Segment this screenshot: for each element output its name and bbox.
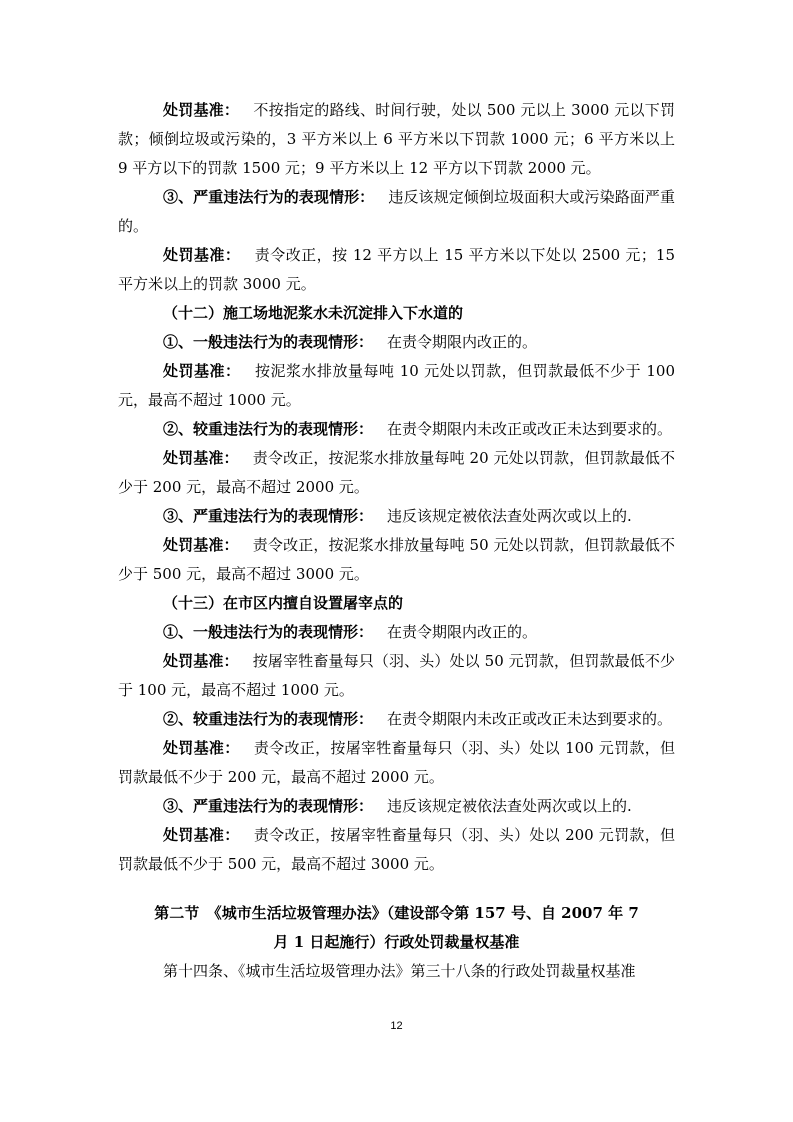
- paragraph-text: 不按指定的路线、时间行驶，处以 500 元以上 3000 元以下罚款；倾倒垃圾或污染的，3 平方米以上 6 平方米以下罚款 1000 元；6 平方米以上 9 平方以下的罚款 1500 元；9 平方米以上 12 平方以下罚款 2000 元。: [118, 101, 675, 177]
- paragraph: [118, 328, 675, 357]
- paragraph-label: ③、严重违法行为的表现情形：: [163, 188, 375, 206]
- paragraph-text: 在责令期限内未改正或改正未达到要求的。: [387, 420, 673, 438]
- paragraph: [118, 734, 675, 792]
- section-title-line2: 月 1 日起施行）行政处罚裁量权基准: [273, 933, 520, 951]
- paragraph-label: 处罚基准：: [163, 362, 241, 380]
- page-number: 12: [390, 1020, 403, 1032]
- paragraph: [118, 531, 675, 589]
- subsection-heading: （十二）施工场地泥浆水未沉淀排入下水道的: [163, 304, 464, 322]
- paragraph-label: ③、严重违法行为的表现情形：: [163, 507, 374, 525]
- paragraph-text: 在责令期限内未改正或改正未达到要求的。: [387, 710, 673, 728]
- page-content: [118, 96, 675, 986]
- paragraph-text: 按屠宰牲畜量每只（羽、头）处以 50 元罚款，但罚款最低不少于 100 元，最高不超过 1000 元。: [118, 652, 675, 699]
- closing-paragraph: 第十四条、《城市生活垃圾管理办法》第三十八条的行政处罚裁量权基准: [163, 962, 636, 980]
- paragraph-label: ①、一般违法行为的表现情形：: [163, 623, 374, 641]
- paragraph-text: 违反该规定被依法查处两次或以上的.: [387, 797, 632, 815]
- paragraph-label: 处罚基准：: [163, 449, 239, 467]
- paragraph: [118, 618, 675, 647]
- paragraph-label: 处罚基准：: [163, 101, 240, 119]
- paragraph-text: 按泥浆水排放量每吨 10 元处以罚款，但罚款最低不少于 100 元，最高不超过 1000 元。: [118, 362, 675, 409]
- paragraph-text: 责令改正，按屠宰牲畜量每只（羽、头）处以 200 元罚款，但罚款最低不少于 500 元，最高不超过 3000 元。: [118, 826, 675, 873]
- paragraph: [118, 821, 675, 879]
- section-title: [118, 899, 675, 957]
- paragraph-label: 处罚基准：: [163, 246, 241, 264]
- paragraph-text: 违反该规定被依法查处两次或以上的.: [387, 507, 632, 525]
- paragraph-label: ①、一般违法行为的表现情形：: [163, 333, 374, 351]
- subsection-heading: （十三）在市区内擅自设置屠宰点的: [163, 594, 404, 612]
- paragraph-label: ②、较重违法行为的表现情形：: [163, 420, 374, 438]
- paragraph-text: 违反该规定倾倒垃圾面积大或污染路面严重的。: [118, 188, 675, 235]
- paragraph: [118, 415, 675, 444]
- paragraph-label: 处罚基准：: [163, 536, 239, 554]
- paragraph-text: 责令改正，按泥浆水排放量每吨 20 元处以罚款，但罚款最低不少于 200 元，最高不超过 2000 元。: [118, 449, 675, 496]
- paragraph: [118, 792, 675, 821]
- paragraph-label: 处罚基准：: [163, 652, 239, 670]
- paragraph: [118, 183, 675, 241]
- paragraph-label: ③、严重违法行为的表现情形：: [163, 797, 374, 815]
- paragraph-text: 在责令期限内改正的。: [387, 333, 538, 351]
- paragraph-text: 责令改正，按 12 平方以上 15 平方米以下处以 2500 元；15 平方米以上的罚款 3000 元。: [118, 246, 675, 293]
- paragraph: [118, 96, 675, 183]
- section-title-line1: 第二节 《城市生活垃圾管理办法》（建设部令第 157 号、自 2007 年 7: [154, 904, 639, 922]
- paragraph-label: 处罚基准：: [163, 739, 240, 757]
- paragraph-label: ②、较重违法行为的表现情形：: [163, 710, 374, 728]
- paragraph-list: [118, 96, 675, 879]
- paragraph-text: 责令改正，按泥浆水排放量每吨 50 元处以罚款，但罚款最低不少于 500 元，最高不超过 3000 元。: [118, 536, 675, 583]
- paragraph: [118, 241, 675, 299]
- paragraph-text: 在责令期限内改正的。: [387, 623, 538, 641]
- paragraph: [118, 444, 675, 502]
- paragraph-text: 责令改正，按屠宰牲畜量每只（羽、头）处以 100 元罚款，但罚款最低不少于 200 元，最高不超过 2000 元。: [118, 739, 675, 786]
- paragraph: [118, 357, 675, 415]
- paragraph: [118, 647, 675, 705]
- paragraph: [118, 705, 675, 734]
- paragraph: [118, 502, 675, 531]
- paragraph-label: 处罚基准：: [163, 826, 240, 844]
